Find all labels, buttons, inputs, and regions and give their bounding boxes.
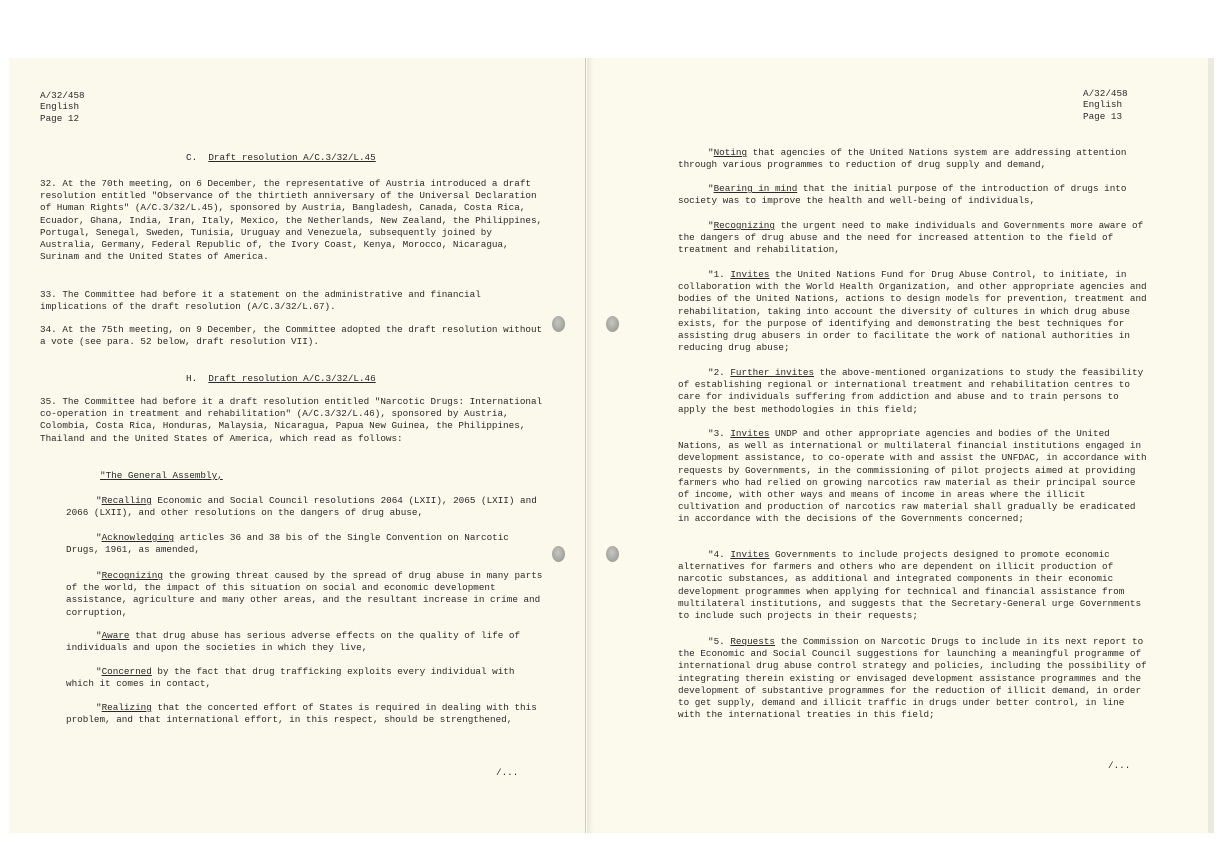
page-edge [1208, 58, 1214, 833]
heading-h: H. Draft resolution A/C.3/32/L.46 [186, 373, 376, 384]
language: English [1083, 99, 1123, 111]
recital-concerned: "Concerned by the fact that drug trafficking exploits every individual with which it comes in contact, [66, 666, 515, 690]
recital-recognizing-right: "Recognizing the urgent need to make individuals and Governments more aware of the dangers of drug abuse and the need for increased attention to the field of treatment and rehabilitation, [678, 220, 1144, 256]
doc-symbol: A/32/458 [1083, 88, 1128, 99]
recital-acknowledging: "Acknowledging articles 36 and 38 bis of the Single Convention on Narcotic Drugs, 1961, as amended, [66, 532, 509, 556]
recital-noting: "Noting that agencies of the United Nations system are addressing attention through various programmes to reduction of drug supply and demand, [678, 147, 1127, 171]
continuation-mark-right: /... [1108, 760, 1131, 771]
paragraph-35: 35. The Committee had before it a draft resolution entitled "Narcotic Drugs: International co-operation in treatment and rehabilitation" (A/C.3/32/L.46), sponsored by Austria, Colombia, Costa Rica, Honduras, Malaysia, Nicaragua, Papua New Guinea, the Philippines, Thailand and the United States of America, which read as follows: [40, 396, 543, 444]
binder-hole-left-bottom [552, 546, 565, 562]
heading-c: C. Draft resolution A/C.3/32/L.45 [186, 152, 376, 163]
operative-1: "1. Invites the United Nations Fund for Drug Abuse Control, to initiate, in collaboration with the World Health Organization, and other appropriate agencies and bodies of the United Nations, actions to design models for prevention, treatment and rehabilitation, taking into account the diversity of cultures in which drug abuse exists, for the purpose of identifying and demonstrating the best techniques for assisting drug abusers in order to facilitate the work of national authorities in reducing drug abuse; [678, 269, 1147, 354]
operative-4: "4. Invites Governments to include projects designed to promote economic alternatives for farmers and others who are dependent on illicit production of narcotic substances, as additional and integrated components in their economic development programmes when applying for technical and financial assistance from multilateral institutions, and suggests that the Secretary-General urge Governments to include such projects in their requests; [678, 549, 1142, 622]
recital-bearing-in-mind: "Bearing in mind that the initial purpose of the introduction of drugs into society was to improve the health and well-being of individuals, [678, 183, 1127, 207]
operative-5: "5. Requests the Commission on Narcotic Drugs to include in its next report to the Economic and Social Council suggestions for launching a meaningful programme of international drug abuse control strategy and policies, including the possibility of integrating therein existing or envisaged development assistance programmes and the development of substantive programmes for the reduction of illicit demand, in order to get supply, demand and illicit traffic in drugs under better control, in line with the international treaties in this field; [678, 636, 1147, 721]
recital-realizing: "Realizing that the concerted effort of States is required in dealing with this problem, and that international effort, in this respect, should be strengthened, [66, 702, 537, 726]
right-header [1083, 88, 1128, 122]
binder-hole-right-top [606, 316, 619, 332]
continuation-mark-left: /... [496, 767, 519, 778]
left-header [40, 90, 85, 124]
paragraph-32: 32. At the 70th meeting, on 6 December, the representative of Austria introduced a draft resolution entitled "Observance of the thirtieth anniversary of the Universal Declaration of Human Rights" (A/C.3/32/L.45), sponsored by Austria, Bangladesh, Canada, Costa Rica, Ecuador, Ghana, India, Iran, Italy, Mexico, the Netherlands, New Zealand, the Philippines, Portugal, Senegal, Sweden, Tunisia, Uruguay and Venezuela, subsequently joined by Australia, Germany, Federal Republic of, the Ivory Coast, Kenya, Morocco, Nicaragua, Surinam and the United States of America. [40, 178, 543, 263]
binder-hole-right-bottom [606, 546, 619, 562]
language: English [40, 101, 80, 113]
paragraph-34: 34. At the 75th meeting, on 9 December, the Committee adopted the draft resolution without a vote (see para. 52 below, draft resolution VII). [40, 324, 543, 348]
operative-3: "3. Invites UNDP and other appropriate agencies and bodies of the United Nations, as well as international or multilateral financial institutions engaged in development assistance, to co-operate with and assist the UNFDAC, in accordance with requests by Governments, in the commissioning of pilot projects aimed at providing farmers who had relied on growing narcotics raw material as their principal source of income, with other ways and means of income in areas where the illicit cultivation and production of narcotics raw material shall gradually be eradicated in accordance with the decisions of the Governments concerned; [678, 428, 1147, 525]
binder-hole-left-top [552, 316, 565, 332]
page-number: Page 12 [40, 112, 80, 124]
operative-2: "2. Further invites the above-mentioned organizations to study the feasibility of establishing regional or international treatment and rehabilitation centres to care for individuals suffering from addiction and abuse and to train persons to apply the best methodologies in this field; [678, 367, 1144, 415]
doc-symbol: A/32/458 [40, 90, 85, 101]
page-number: Page 13 [1083, 110, 1123, 122]
recital-recognizing: "Recognizing the growing threat caused by the spread of drug abuse in many parts of the world, the impact of this situation on social and economic development assistance, agriculture and many other areas, and the resultant increase in crime and corruption, [66, 570, 543, 618]
general-assembly-heading: "The General Assembly, [100, 470, 223, 481]
paragraph-33: 33. The Committee had before it a statement on the administrative and financial implications of the draft resolution (A/C.3/32/L.67). [40, 289, 481, 313]
recital-aware: "Aware that drug abuse has serious adverse effects on the quality of life of individuals and upon the societies in which they live, [66, 630, 521, 654]
recital-recalling: "Recalling Economic and Social Council resolutions 2064 (LXII), 2065 (LXII) and 2066 (LXII), and other resolutions on the dangers of drug abuse, [66, 495, 537, 519]
